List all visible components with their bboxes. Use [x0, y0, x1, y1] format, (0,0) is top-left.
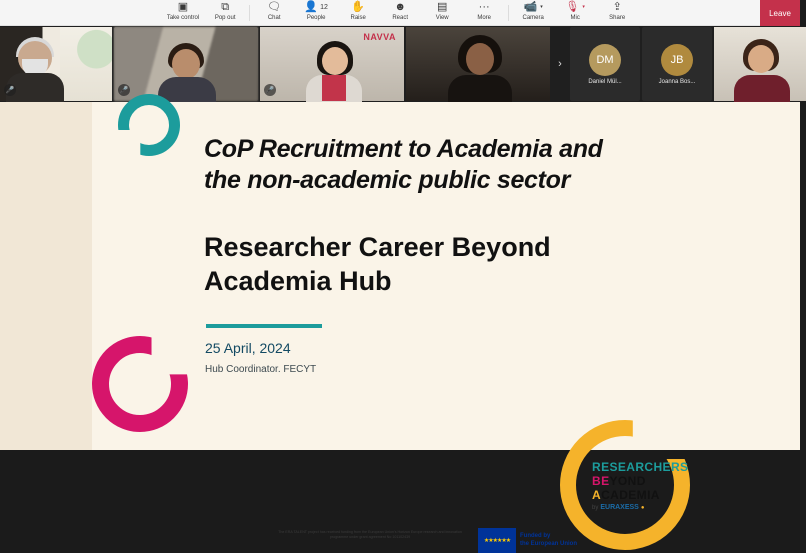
avatar-tile-joanna[interactable]	[642, 27, 712, 101]
slide-heading-line-1: Researcher Career Beyond	[204, 232, 551, 262]
camera-icon: 📹 ▾	[523, 0, 543, 13]
eu-funding-line-2: the European Union	[520, 541, 577, 547]
slide-left-band	[0, 102, 92, 450]
take-control-icon: ▣	[177, 0, 189, 13]
avatar-tile-daniel[interactable]	[570, 27, 640, 101]
leave-button[interactable]: Leave	[760, 0, 800, 26]
toolbar-divider-2	[508, 5, 509, 21]
more-button[interactable]	[463, 0, 505, 26]
slide-title-line-1: CoP Recruitment to Academia and	[204, 135, 603, 163]
eu-flag-icon	[478, 528, 516, 553]
participant-tile-4-speaking[interactable]	[406, 27, 550, 101]
tile-3-brand-logo: NAVVA	[363, 32, 396, 42]
participant-tile-3[interactable]	[260, 27, 404, 101]
tile-4-person-body	[448, 75, 512, 103]
pop-out-button[interactable]	[204, 0, 246, 26]
tile-3-person-scarf	[322, 75, 346, 101]
chat-icon: 🗨	[267, 0, 282, 13]
raise-hand-label: Raise	[350, 14, 366, 21]
participant-tile-1[interactable]	[0, 27, 112, 101]
logo-researchers-text: RESEARCHERS	[592, 460, 689, 474]
camera-button[interactable]	[512, 0, 554, 26]
more-label: More	[477, 14, 491, 21]
slide-title-line-2: the non-academic public sector	[204, 166, 571, 194]
slide-divider-rule	[206, 324, 322, 328]
eu-funding-label	[520, 532, 577, 548]
react-label: React	[392, 14, 409, 21]
meeting-toolbar	[0, 0, 800, 26]
slide-heading-line-2: Academia Hub	[204, 266, 392, 296]
share-button[interactable]	[596, 0, 638, 26]
tile-2-mic-muted-icon: 🎤	[118, 84, 130, 96]
tile-3-person-head	[322, 47, 348, 75]
logo-dot-icon: ●	[640, 504, 645, 511]
logo-by-label: by	[592, 504, 599, 511]
slide-date: 25 April, 2024	[205, 340, 291, 356]
people-icon: 👤 12	[304, 0, 328, 13]
shared-slide	[0, 102, 800, 547]
avatar-initials-daniel: DM	[589, 44, 621, 76]
filmstrip-next-chevron-icon[interactable]: ›	[552, 27, 568, 101]
mic-chevron-down-icon[interactable]: ▾	[582, 3, 585, 10]
eu-funding-line-1: Funded by	[520, 533, 551, 539]
raise-hand-icon: ✋	[351, 0, 366, 13]
tile-6-person-head	[748, 45, 774, 73]
logo-a-text: A	[592, 488, 602, 502]
magenta-ring-decoration	[92, 336, 188, 432]
eu-stars: ★★★★★★	[483, 538, 511, 544]
people-count: 12	[320, 3, 328, 11]
tile-1-mic-icon: 🎤	[4, 84, 16, 96]
logo-euraxess-text: EURAXESS	[600, 504, 639, 511]
participant-tile-6[interactable]	[714, 27, 806, 101]
chat-button[interactable]	[253, 0, 295, 26]
tile-2-person-head	[172, 49, 200, 79]
toolbar-left-spacer	[0, 0, 6, 26]
avatar-name-joanna: Joanna Bos...	[658, 78, 696, 85]
raise-hand-button[interactable]	[337, 0, 379, 26]
slide-title	[204, 134, 684, 196]
take-control-button[interactable]	[162, 0, 204, 26]
camera-chevron-down-icon[interactable]: ▾	[540, 3, 543, 10]
slide-heading	[204, 230, 674, 298]
teal-ring-decoration	[118, 94, 180, 156]
mic-muted-icon: 🎙 ▾	[565, 0, 585, 13]
participant-filmstrip[interactable]	[0, 26, 800, 102]
react-icon: ☻	[394, 0, 406, 13]
pop-out-label: Pop out	[214, 14, 236, 21]
mic-button[interactable]	[554, 0, 596, 26]
logo-cademia-text: CADEMIA	[601, 488, 660, 502]
toolbar-right	[760, 0, 800, 26]
participant-tile-2[interactable]	[114, 27, 258, 101]
logo-yond-text: YOND	[609, 474, 646, 488]
avatar-initials-joanna: JB	[661, 44, 693, 76]
people-button[interactable]	[295, 0, 337, 26]
chat-label: Chat	[267, 14, 281, 21]
people-label: People	[306, 14, 326, 21]
take-control-label: Take control	[166, 14, 200, 21]
tile-6-person-body	[734, 75, 790, 103]
tile-4-person-head	[466, 43, 494, 75]
react-button[interactable]	[379, 0, 421, 26]
tile-1-decoration	[60, 27, 112, 101]
tile-3-mic-muted-icon: 🎤	[264, 84, 276, 96]
logo-line-2	[592, 474, 696, 488]
view-button[interactable]	[421, 0, 463, 26]
camera-label: Camera	[522, 14, 544, 21]
view-icon: ▤	[436, 0, 448, 13]
slide-subtitle: Hub Coordinator. FECYT	[205, 364, 317, 375]
share-screen-icon: ⇪	[612, 0, 622, 13]
share-label: Share	[609, 14, 626, 21]
funding-statement: The ERA TALENT project has received funding from the European Union's Horizon Europe research and innovation programme under grant agreement No 101102439	[278, 530, 462, 539]
toolbar-controls	[162, 0, 638, 26]
logo-line-3	[592, 488, 696, 502]
toolbar-divider-1	[249, 5, 250, 21]
logo-be-text: BE	[592, 474, 610, 488]
mic-label: Mic	[570, 14, 580, 21]
researchers-beyond-academia-logo	[592, 460, 696, 511]
more-icon: ···	[478, 0, 490, 13]
avatar-name-daniel: Daniel Mül...	[588, 78, 622, 85]
logo-byline	[592, 504, 696, 511]
logo-line-1	[592, 460, 696, 474]
pop-out-icon: ⧉	[221, 0, 230, 13]
view-label: View	[435, 14, 449, 21]
